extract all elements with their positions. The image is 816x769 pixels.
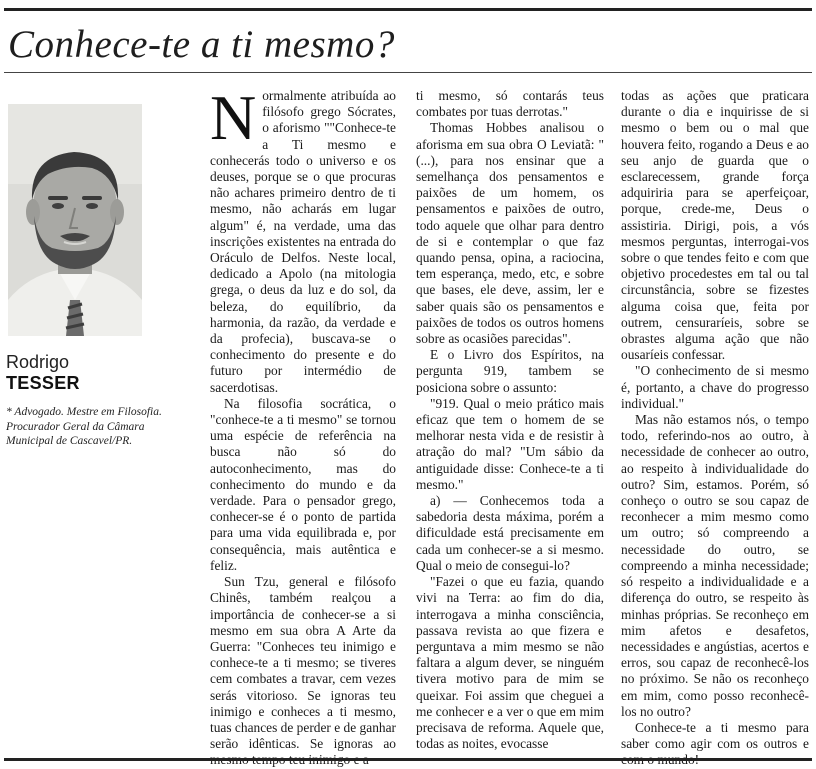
author-first-name: Rodrigo <box>6 352 70 372</box>
paragraph: ti mesmo, só contarás teus combates por tuas derrotas." <box>416 88 604 120</box>
author-credentials: * Advogado. Mestre em Filosofia. Procurador Geral da Câmara Municipal de Cascavel/PR. <box>6 406 162 447</box>
bottom-rule <box>4 758 812 761</box>
paragraph: Thomas Hobbes analisou o aforisma em sua obra O Leviatã: "(...), para nos ensinar que a semelhança dos pensamentos e paixões de um homem, os pensamentos e paixões de outro, todo aquele que olhar para dentro de si e contemplar o que faz quando pensa, opina, a raciocina, tem esperança, medo, etc, e sobre que bases, ele deve, assim, ler e saber quais são os pensamentos e paixões de todos os outros homens sobre as ocasiões parecidas". <box>416 120 604 347</box>
paragraph: Na filosofia socrática, o "conhece-te a ti mesmo" se tornou uma espécie de referência na busca não só do autoconhecimento, mas do conhecimento do mundo e da verdade. Para o pensador grego, conhecer-se é o ponto de partida para uma vida equilibrada e, por consequência, mais autêntica e feliz. <box>210 395 396 573</box>
paragraph: Conhece-te a ti mesmo para saber como agir com os outros e <box>621 719 809 752</box>
paragraph: Sun Tzu, general e filósofo Chinês, também realçou a importância de conhecer-se a si mesmo em sua obra A Arte da Guerra: "Conheces teu inimigo e conhece-te a ti mesmo; se tiveres cem combates a travar, cem vezes serás vitorioso. Se ignoras teu inimigo e conheces a ti mesmo, tuas chances de perder e de ganhar serão idênticas. Se ignoras ao <box>210 574 396 752</box>
author-portrait-image <box>8 104 142 336</box>
text-column-3 <box>621 88 809 769</box>
paragraph: todas as ações que praticara durante o dia e inquirisse de si mesmo o bem ou o mal que houvera feito, rogando a Deus e ao seu anjo de guarda que o esclarecessem, grande força adquiriria para se aperfeiçoar, porque, crede-me, Deus o assistiria. Dirigi, pois, a vós mesmos perguntas, interrogai-vos sobre o que tendes feito e com que objetivo procedestes em tal ou tal circunstância, sobre se fizestes alguma coisa que, feita por outrem, censuraríeis, sobre se obrastes alguma ação que não ousaríeis confessar. <box>621 88 809 363</box>
top-rule <box>4 8 812 11</box>
text-column-1 <box>210 82 396 769</box>
title-divider <box>4 72 812 73</box>
author-photo <box>8 104 142 336</box>
author-last-name: TESSER <box>6 373 80 393</box>
author-sidebar <box>4 104 192 336</box>
paragraph: "919. Qual o meio prático mais eficaz que tem o homem de se melhorar nesta vida e de resistir à atração do mal? "Um sábio da antiguidade disse: Conhece-te a ti mesmo." <box>416 395 604 492</box>
drop-cap: N <box>210 82 257 153</box>
paragraph: "Fazei o que eu fazia, quando vivi na Terra: ao fim do dia, interrogava a minha consciência, passava revista ao que fizera e perguntava a mim mesmo se não faltara a algum dever, se ninguém tivera motivo para de mim se queixar. Foi assim que cheguei a me conhecer e a ver o que em mim precisava de reforma. Aquele que, todas as noites, evocasse <box>416 574 604 752</box>
paragraph: Mas não estamos nós, o tempo todo, referindo-nos ao outro, à necessidade de conhecer ao outro, ao respeito à individualidade do outro? Sim, estamos. Porém, só conheço o outro se sou capaz de reconhecer a mim mesmo como um outro; só compreendo a necessidade do outro, se compreendo a minha necessidade; só respeito a individualidade e a diferença do outro, se respeito às minhas próprias. Se reconheço em mim afetos e desafetos, necessidades e angústias, acertos e erros, sou capaz de reconhecê-los no próximo. Se não os reconheço em mim, como posso reconhecê-los no outro? <box>621 412 809 719</box>
paragraph: a) — Conhecemos toda a sabedoria desta máxima, porém a dificuldade está precisamente em cada um conhecer-se a si mesmo. Qual o meio de consegui-lo? <box>416 493 604 573</box>
article-title: Conhece-te a ti mesmo? <box>8 23 395 66</box>
paragraph: E o Livro dos Espíritos, na pergunta 919, tambem se posiciona sobre o assunto: <box>416 347 604 395</box>
paragraph-text: ormalmente atribuída ao filósofo grego Sócrates, o aforismo ""Conhece-te a Ti mesmo e conhecerás todo o universo e os deuses, porque se o que procuras não achares primeiro dentro de ti mesmo, não acharás em lugar algum" é, na verdade, uma das inscrições existentes na entrada do Oráculo de Delfos. Neste local, dedicado a Apolo (na mitologia grega, o deus da luz e do sol, da beleza, do equilíbrio, da harmonia, da razão, da verdade e da profecia), buscava-se o conhecimento do presente e do futuro por intermédio de sacerdotisas. <box>210 88 396 395</box>
text-column-2 <box>416 88 604 752</box>
paragraph <box>210 82 396 396</box>
paragraph: "O conhecimento de si mesmo é, portanto, a chave do progresso individual." <box>621 363 809 411</box>
